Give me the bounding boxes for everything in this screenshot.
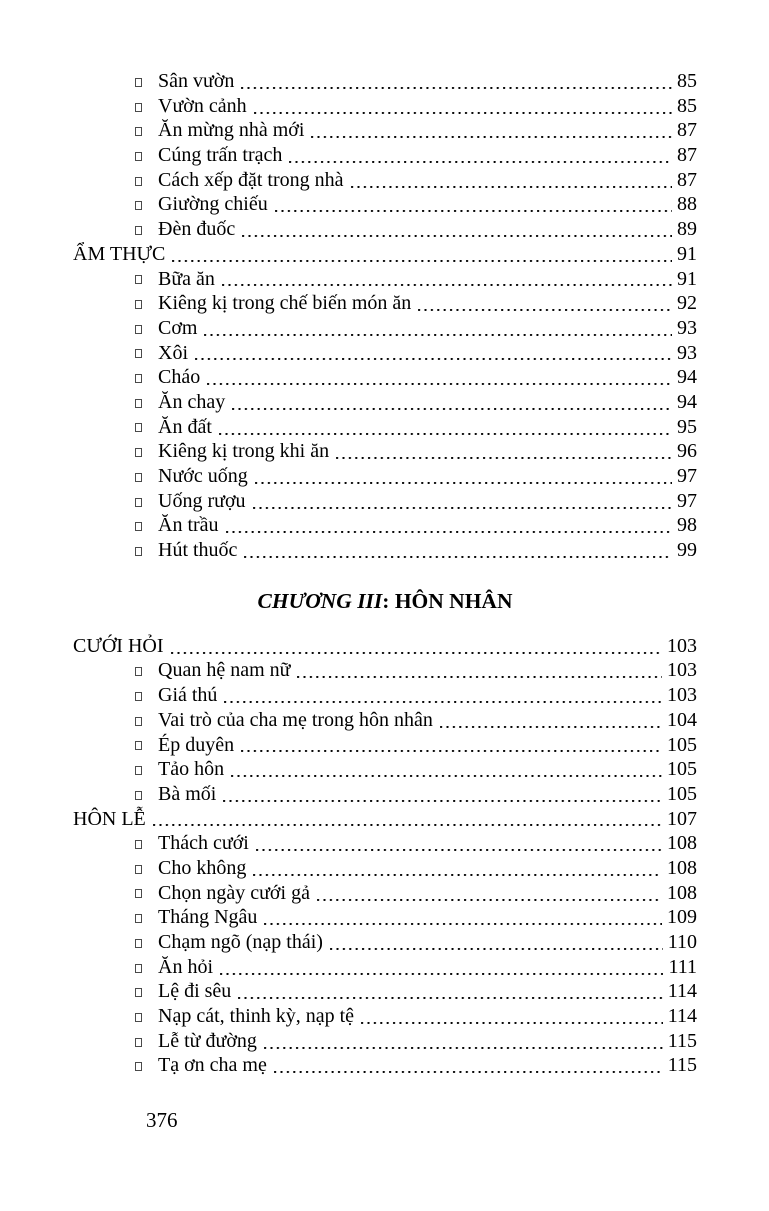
toc-entry-page: 96 bbox=[677, 440, 697, 463]
toc-entry-page: 105 bbox=[667, 733, 697, 756]
bullet-box-icon bbox=[135, 717, 142, 726]
dot-leader bbox=[222, 267, 672, 292]
toc-entry-label: Bà mối bbox=[158, 782, 217, 805]
toc-entry-page: 110 bbox=[667, 931, 697, 953]
toc-entry-label: Hút thuốc bbox=[158, 539, 238, 562]
toc-entry-label: Tạ ơn cha mẹ bbox=[158, 1054, 267, 1077]
bullet-box-icon bbox=[135, 201, 142, 210]
toc-item-row bbox=[73, 683, 697, 708]
bullet-box-icon bbox=[135, 522, 142, 531]
bullet-box-icon bbox=[135, 275, 142, 284]
bullet-box-icon bbox=[135, 349, 142, 358]
toc-entry-label: Nước uống bbox=[158, 465, 248, 487]
toc-item-row bbox=[73, 118, 697, 143]
toc-item-row bbox=[73, 658, 697, 683]
dot-leader bbox=[254, 94, 672, 119]
dot-leader bbox=[253, 489, 672, 514]
dot-leader bbox=[361, 1004, 663, 1029]
toc-item-row bbox=[73, 69, 697, 94]
dot-leader bbox=[274, 1053, 663, 1078]
bullet-box-icon bbox=[135, 1062, 142, 1071]
dot-leader bbox=[330, 930, 663, 955]
toc-entry-page: 85 bbox=[677, 94, 697, 117]
toc-item-row bbox=[73, 782, 697, 807]
toc-entry-page: 85 bbox=[677, 70, 697, 92]
dot-leader bbox=[297, 658, 662, 683]
bullet-box-icon bbox=[135, 498, 142, 507]
toc-rows bbox=[73, 69, 697, 1078]
dot-leader bbox=[244, 538, 672, 563]
bullet-box-icon bbox=[135, 914, 142, 923]
bullet-box-icon bbox=[135, 939, 142, 948]
dot-leader bbox=[204, 316, 672, 341]
toc-entry-page: 108 bbox=[667, 881, 697, 904]
toc-entry-label: Ăn mừng nhà mới bbox=[158, 119, 305, 142]
chapter-number: CHƯƠNG III bbox=[257, 588, 383, 613]
toc-item-row bbox=[73, 415, 697, 440]
dot-leader bbox=[317, 881, 662, 906]
toc-item-row bbox=[73, 1029, 697, 1054]
dot-leader bbox=[351, 168, 673, 193]
dot-leader bbox=[224, 683, 662, 708]
dot-leader bbox=[241, 69, 672, 94]
dot-leader bbox=[264, 905, 662, 930]
toc-item-row bbox=[73, 757, 697, 782]
dot-leader bbox=[311, 118, 672, 143]
bullet-box-icon bbox=[135, 473, 142, 482]
toc-item-row bbox=[73, 856, 697, 881]
dot-leader bbox=[171, 634, 662, 659]
toc-entry-label: HÔN LỄ bbox=[73, 807, 146, 830]
bullet-box-icon bbox=[135, 840, 142, 849]
dot-leader bbox=[255, 464, 672, 489]
toc-entry-label: Giá thú bbox=[158, 684, 218, 707]
dot-leader bbox=[256, 831, 662, 856]
toc-item-row bbox=[73, 733, 697, 758]
toc-entry-page: 91 bbox=[677, 242, 697, 265]
toc-item-row bbox=[73, 316, 697, 341]
toc-item-row bbox=[73, 831, 697, 856]
toc-entry-page: 104 bbox=[667, 708, 697, 731]
bullet-box-icon bbox=[135, 889, 142, 898]
toc-item-row bbox=[73, 439, 697, 464]
toc-item-row bbox=[73, 390, 697, 415]
toc-item-row bbox=[73, 955, 697, 980]
dot-leader bbox=[275, 192, 672, 217]
toc-entry-label: Uống rượu bbox=[158, 489, 246, 512]
toc-entry-label: Đèn đuốc bbox=[158, 218, 236, 241]
toc-item-row bbox=[73, 267, 697, 292]
toc-entry-label: Ăn hỏi bbox=[158, 955, 213, 978]
toc-entry-label: Thách cưới bbox=[158, 832, 249, 855]
bullet-box-icon bbox=[135, 988, 142, 997]
toc-entry-label: Quan hệ nam nữ bbox=[158, 659, 291, 682]
bullet-box-icon bbox=[135, 399, 142, 408]
bullet-box-icon bbox=[135, 741, 142, 750]
toc-entry-label: Ép duyên bbox=[158, 733, 235, 756]
page-number-footer: 376 bbox=[146, 1108, 178, 1133]
toc-item-row bbox=[73, 930, 697, 955]
toc-entry-label: CƯỚI HỎI bbox=[73, 634, 164, 657]
dot-leader bbox=[289, 143, 672, 168]
bullet-box-icon bbox=[135, 964, 142, 973]
toc-entry-label: Bữa ăn bbox=[158, 267, 215, 290]
toc-item-row bbox=[73, 291, 697, 316]
bullet-box-icon bbox=[135, 692, 142, 701]
toc-entry-label: Tảo hôn bbox=[158, 758, 225, 781]
dot-leader bbox=[241, 733, 662, 758]
dot-leader bbox=[232, 390, 672, 415]
toc-entry-label: Vườn cảnh bbox=[158, 94, 247, 117]
dot-leader bbox=[418, 291, 672, 316]
toc-entry-page: 103 bbox=[667, 659, 697, 682]
bullet-box-icon bbox=[135, 78, 142, 87]
toc-item-row bbox=[73, 341, 697, 366]
toc-entry-page: 97 bbox=[677, 489, 697, 512]
toc-entry-page: 97 bbox=[677, 465, 697, 487]
dot-leader bbox=[238, 979, 662, 1004]
dot-leader bbox=[440, 708, 662, 733]
toc-entry-label: Lễ từ đường bbox=[158, 1029, 257, 1052]
bullet-box-icon bbox=[135, 791, 142, 800]
toc-entry-page: 87 bbox=[677, 144, 697, 167]
dot-leader bbox=[172, 242, 672, 267]
dot-leader bbox=[223, 782, 662, 807]
dot-leader bbox=[242, 217, 672, 242]
toc-entry-page: 98 bbox=[677, 514, 697, 537]
toc-entry-page: 103 bbox=[667, 634, 697, 657]
toc-item-row bbox=[73, 217, 697, 242]
toc-entry-label: Cháo bbox=[158, 366, 201, 389]
toc-entry-label: Nạp cát, thinh kỳ, nạp tệ bbox=[158, 1005, 355, 1028]
toc-item-row bbox=[73, 192, 697, 217]
toc-entry-label: Kiêng kị trong khi ăn bbox=[158, 440, 330, 463]
toc-entry-page: 115 bbox=[667, 1054, 697, 1077]
bullet-box-icon bbox=[135, 300, 142, 309]
toc-entry-label: Kiêng kị trong chế biến món ăn bbox=[158, 292, 412, 315]
toc-entry-page: 103 bbox=[667, 684, 697, 707]
toc-entry-label: Chọn ngày cưới gả bbox=[158, 881, 310, 904]
dot-leader bbox=[336, 439, 672, 464]
toc-entry-label: Cho không bbox=[158, 856, 247, 879]
dot-leader bbox=[253, 856, 662, 881]
bullet-box-icon bbox=[135, 103, 142, 112]
toc-item-row bbox=[73, 708, 697, 733]
toc-entry-page: 111 bbox=[668, 955, 697, 978]
toc-entry-label: Vai trò của cha mẹ trong hôn nhân bbox=[158, 708, 433, 731]
bullet-box-icon bbox=[135, 226, 142, 235]
dot-leader bbox=[195, 341, 672, 366]
toc-item-row bbox=[73, 905, 697, 930]
bullet-box-icon bbox=[135, 423, 142, 432]
toc-item-row bbox=[73, 881, 697, 906]
bullet-box-icon bbox=[135, 152, 142, 161]
bullet-box-icon bbox=[135, 374, 142, 383]
toc-item-row bbox=[73, 1053, 697, 1078]
toc-item-row bbox=[73, 143, 697, 168]
toc-entry-page: 92 bbox=[677, 292, 697, 315]
bullet-box-icon bbox=[135, 865, 142, 874]
chapter-title: : HÔN NHÂN bbox=[382, 588, 513, 613]
dot-leader bbox=[219, 415, 672, 440]
toc-item-row bbox=[73, 365, 697, 390]
bullet-box-icon bbox=[135, 547, 142, 556]
toc-entry-page: 114 bbox=[667, 980, 697, 1003]
chapter-heading bbox=[73, 586, 697, 616]
bullet-box-icon bbox=[135, 667, 142, 676]
toc-entry-label: Cúng trấn trạch bbox=[158, 144, 283, 167]
toc-entry-label: Ăn chay bbox=[158, 390, 226, 413]
toc-entry-page: 94 bbox=[677, 366, 697, 389]
toc-section-row bbox=[73, 634, 697, 659]
toc-item-row bbox=[73, 979, 697, 1004]
toc-entry-label: Ăn trầu bbox=[158, 514, 219, 537]
toc-entry-page: 99 bbox=[677, 539, 697, 562]
toc-section-row bbox=[73, 807, 697, 832]
dot-leader bbox=[226, 513, 672, 538]
toc-item-row bbox=[73, 513, 697, 538]
dot-leader bbox=[220, 955, 663, 980]
toc-entry-label: Cách xếp đặt trong nhà bbox=[158, 168, 344, 191]
bullet-box-icon bbox=[135, 177, 142, 186]
bullet-box-icon bbox=[135, 448, 142, 457]
toc-entry-page: 107 bbox=[667, 807, 697, 830]
toc-entry-label: Lệ đi sêu bbox=[158, 980, 232, 1003]
toc-item-row bbox=[73, 464, 697, 489]
toc-item-row bbox=[73, 538, 697, 563]
toc-entry-label: Ăn đất bbox=[158, 415, 212, 438]
toc-entry-label: Cơm bbox=[158, 316, 198, 339]
bullet-box-icon bbox=[135, 127, 142, 136]
toc-item-row bbox=[73, 168, 697, 193]
bullet-box-icon bbox=[135, 325, 142, 334]
dot-leader bbox=[231, 757, 662, 782]
dot-leader bbox=[207, 365, 672, 390]
toc-entry-page: 93 bbox=[677, 341, 697, 364]
toc-entry-label: ẨM THỰC bbox=[73, 242, 166, 265]
toc-entry-page: 88 bbox=[677, 193, 697, 216]
toc-entry-page: 93 bbox=[677, 316, 697, 339]
toc-entry-page: 91 bbox=[677, 267, 697, 290]
toc-item-row bbox=[73, 94, 697, 119]
toc-entry-label: Sân vườn bbox=[158, 70, 235, 92]
toc-entry-label: Tháng Ngâu bbox=[158, 906, 258, 929]
toc-entry-page: 105 bbox=[667, 758, 697, 781]
toc-item-row bbox=[73, 489, 697, 514]
toc-entry-label: Chạm ngõ (nạp thái) bbox=[158, 931, 323, 953]
toc-entry-page: 87 bbox=[677, 119, 697, 142]
toc-entry-page: 108 bbox=[667, 856, 697, 879]
dot-leader bbox=[264, 1029, 663, 1054]
toc-entry-page: 114 bbox=[667, 1005, 697, 1028]
toc-entry-label: Xôi bbox=[158, 341, 188, 364]
bullet-box-icon bbox=[135, 1013, 142, 1022]
dot-leader bbox=[153, 807, 662, 832]
toc-entry-page: 89 bbox=[677, 218, 697, 241]
toc-entry-label: Giường chiếu bbox=[158, 193, 268, 216]
toc-entry-page: 94 bbox=[677, 390, 697, 413]
toc-item-row bbox=[73, 1004, 697, 1029]
toc-entry-page: 115 bbox=[667, 1029, 697, 1052]
toc-entry-page: 109 bbox=[667, 906, 697, 929]
toc-section-row bbox=[73, 242, 697, 267]
toc-entry-page: 87 bbox=[677, 168, 697, 191]
toc-entry-page: 108 bbox=[667, 832, 697, 855]
bullet-box-icon bbox=[135, 1038, 142, 1047]
toc-entry-page: 105 bbox=[667, 782, 697, 805]
toc-entry-page: 95 bbox=[677, 415, 697, 438]
bullet-box-icon bbox=[135, 766, 142, 775]
